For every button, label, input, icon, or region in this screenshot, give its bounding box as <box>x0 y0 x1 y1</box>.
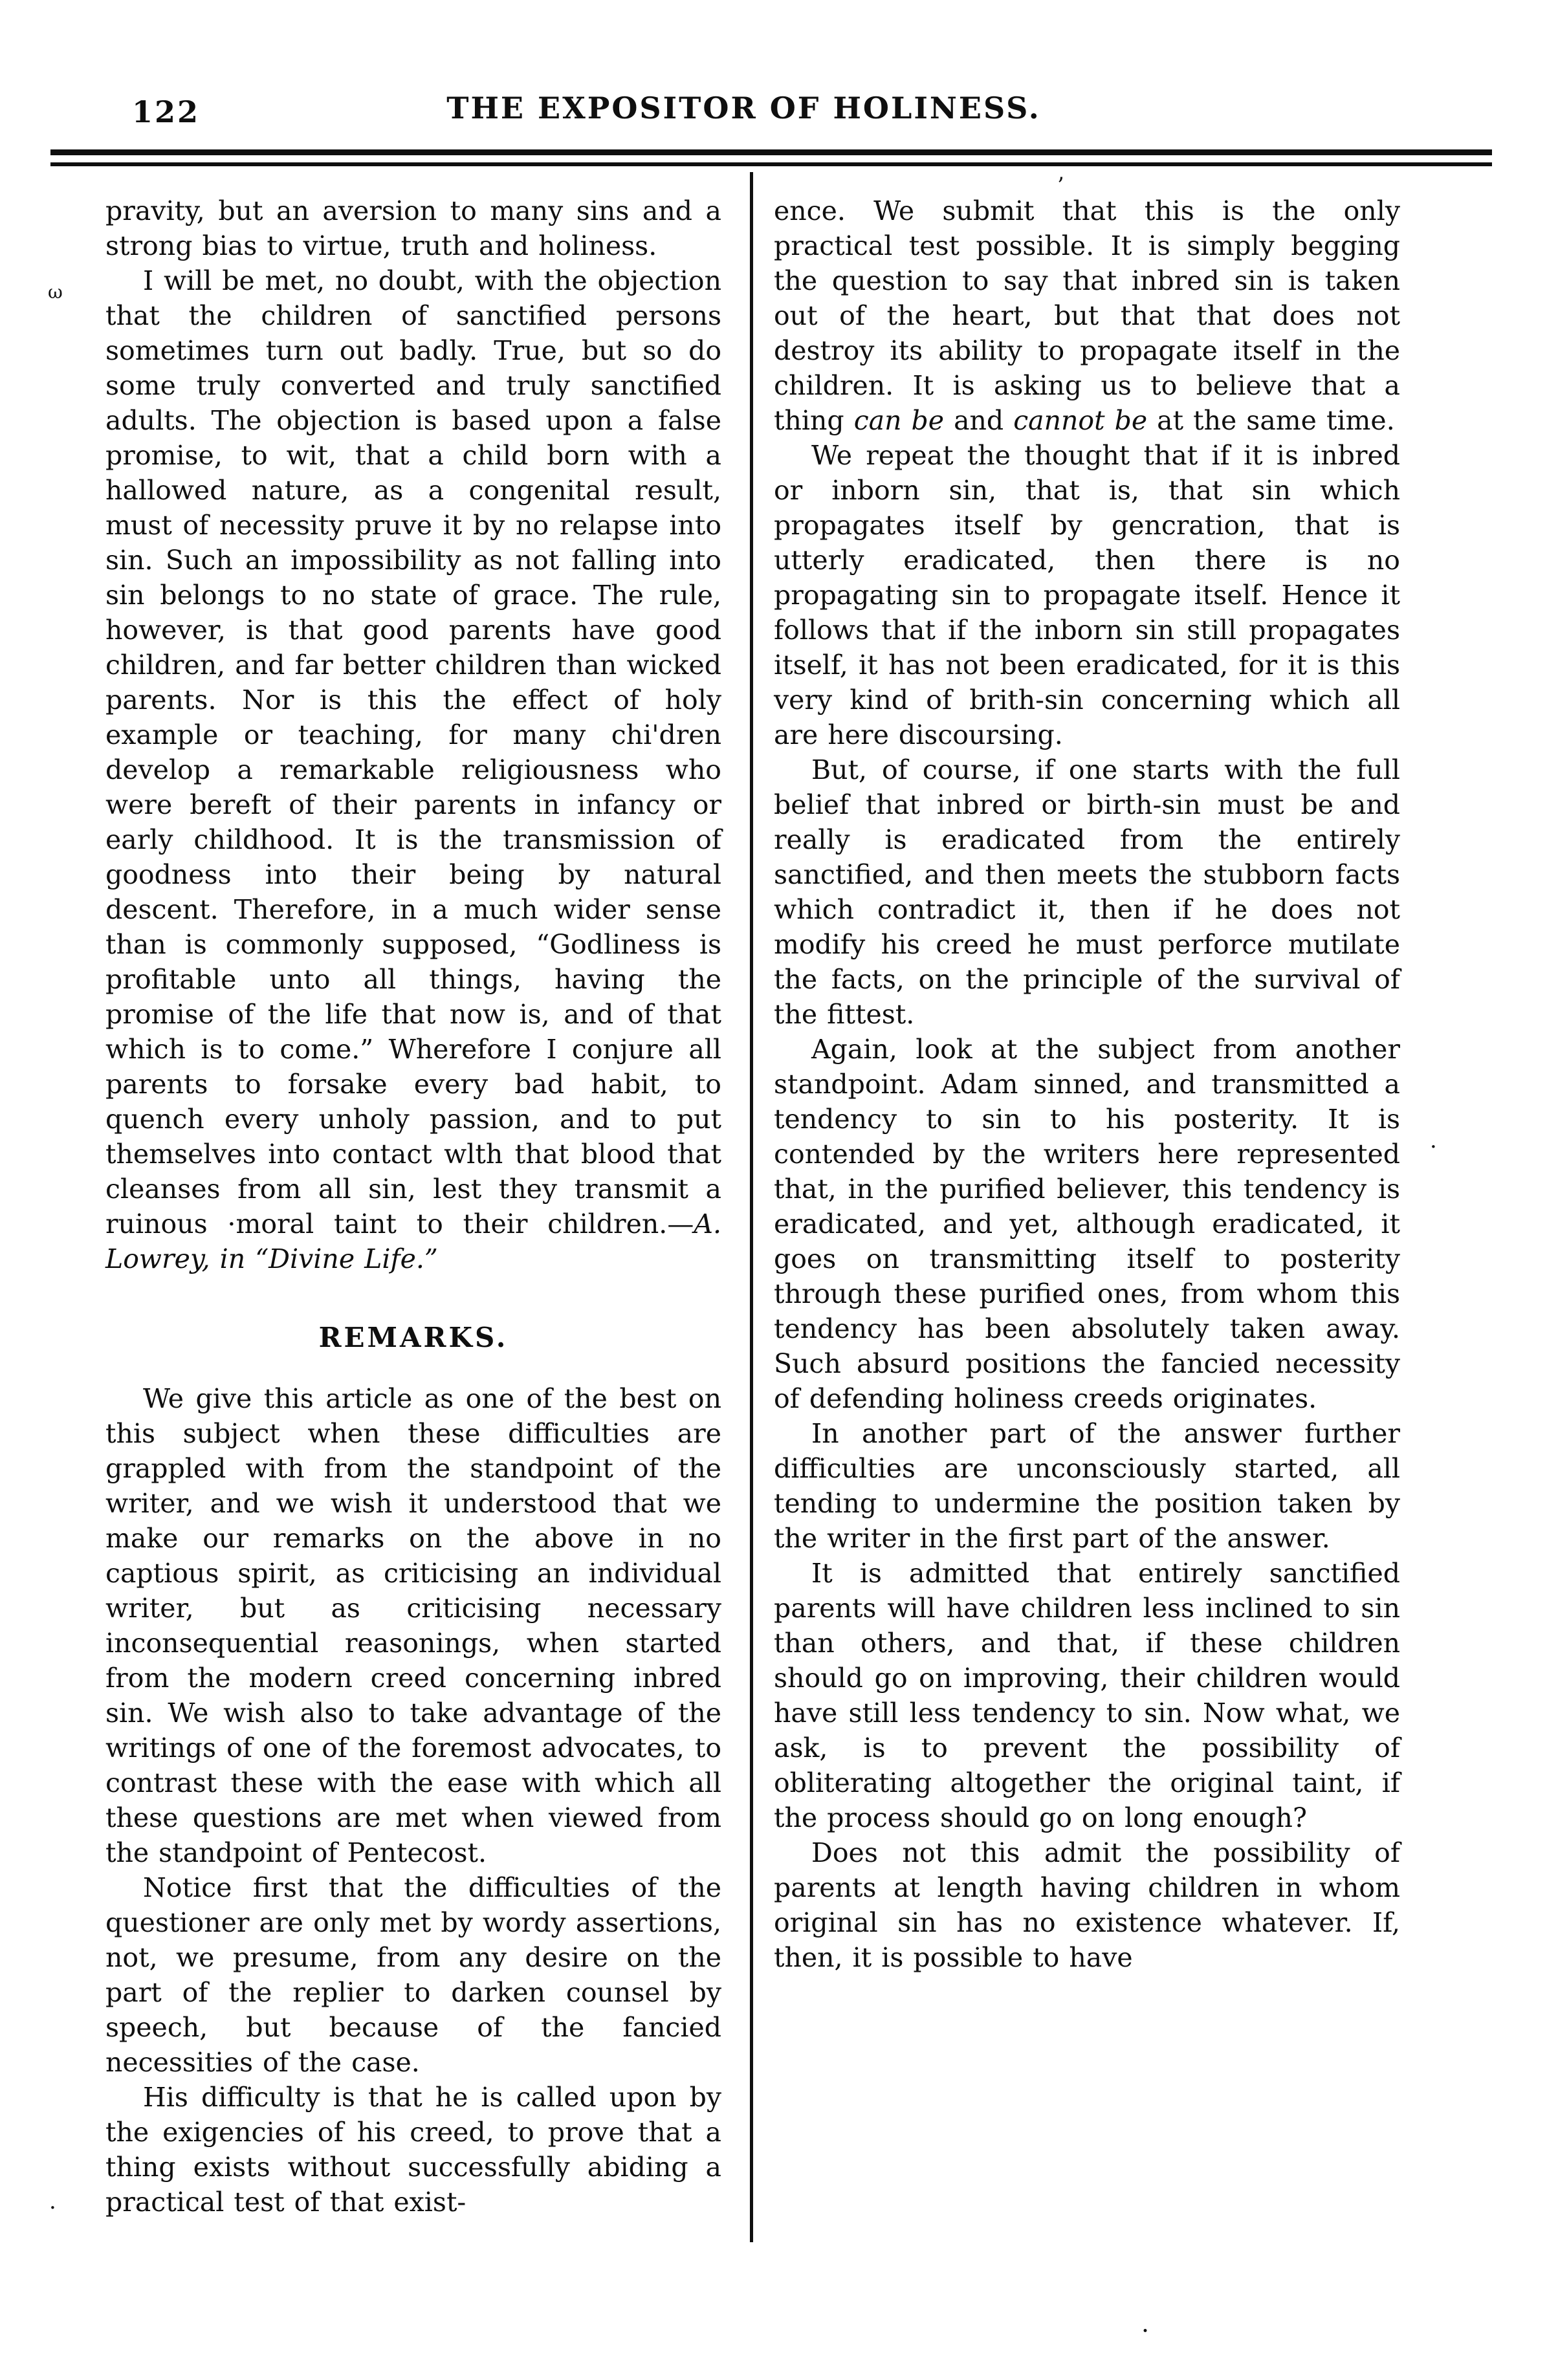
text-run: Does not this admit the possibility of parents at length having children in whom original sin has no existence whatever. If, then, it is possible to have <box>774 1837 1400 1973</box>
paragraph <box>774 752 1400 1032</box>
text-run: pravity, but an aversion to many sins and a strong bias to virtue, truth and holiness. <box>105 195 721 261</box>
paragraph <box>774 1416 1400 1556</box>
text-run: In another part of the answer further difficulties are unconsciously started, all tending to undermine the position taken by the writer in the first part of the answer. <box>774 1418 1400 1554</box>
text-run: Notice first that the difficulties of the questioner are only met by wordy assertions, not, we presume, from any desire on the part of the replier to darken counsel by speech, but because of the fancied necessities of the case. <box>105 1872 721 2078</box>
ink-dot: · <box>1141 2317 1150 2345</box>
left-column <box>105 193 721 2220</box>
paragraph <box>105 1870 721 2080</box>
italic-text: A. Lowrey, in “Divine Life.” <box>105 1208 721 1274</box>
italic-text: can be <box>853 405 945 436</box>
section-heading <box>105 1320 721 1355</box>
page-title: THE EXPOSITOR OF HOLINESS. <box>446 91 1041 126</box>
text-run: His difficulty is that he is called upon by the exigencies of his creed, to prove that a thing exists without successfully abiding a practical test of that exist- <box>105 2082 721 2218</box>
text-run: and <box>944 405 1014 436</box>
right-column <box>774 193 1400 1975</box>
paragraph <box>774 1032 1400 1416</box>
column-divider-rule <box>750 172 753 2242</box>
ink-dot: · <box>1430 1134 1437 1160</box>
text-run: We repeat the thought that if it is inbred or inborn sin, that is, that sin which propagates itself by gencration, that is utterly eradicated, then there is no propagating sin to propagate itself. Hence it follows that if the inborn sin still propagates itself, it has not been eradicated, for it is this very kind of brith-sin concerning which all are here discoursing. <box>774 440 1400 750</box>
text-run: But, of course, if one starts with the full belief that inbred or birth-sin must be and really is eradicated from the entirely sanctified, and then meets the stubborn facts which contradict it, then if he does not modify his creed he must perforce mutilate the facts, on the principle of the survival of the fittest. <box>774 754 1400 1030</box>
paragraph <box>105 263 721 1276</box>
header-rule-top <box>50 149 1492 155</box>
paragraph <box>774 1556 1400 1835</box>
header-rule-bottom <box>50 162 1492 166</box>
text-run: REMARKS. <box>318 1322 509 1353</box>
paragraph <box>774 438 1400 752</box>
italic-text: cannot be <box>1013 405 1148 436</box>
paragraph <box>774 1835 1400 1975</box>
paragraph <box>774 193 1400 438</box>
page-number: 122 <box>132 94 201 129</box>
paragraph <box>105 1381 721 1870</box>
text-run: at the same time. <box>1147 405 1395 436</box>
margin-squiggle: ω <box>48 281 63 303</box>
text-run: We give this article as one of the best on this subject when these difficulties are grappled with from the standpoint of the writer, and we wish it understood that we make our remarks on the above in no captious spirit, as criticising an individual writer, but as criticising necessary inconsequential reasonings, when started from the modern creed concerning inbred sin. We wish also to take advantage of the writings of one of the foremost advocates, to contrast these with the ease with which all these questions are met when viewed from the standpoint of Pentecost. <box>105 1383 721 1868</box>
text-run: ence. We submit that this is the only practical test possible. It is simply begging the question to say that inbred sin is taken out of the heart, but that that does not destroy its ability to propagate itself in the children. It is asking us to believe that a thing <box>774 195 1400 436</box>
text-run: It is admitted that entirely sanctified parents will have children less inclined to sin than others, and that, if these children should go on improving, their children would have still less tendency to sin. Now what, we ask, is to prevent the possibility of obliterating altogether the original taint, if the process should go on long enough? <box>774 1558 1400 1833</box>
text-run: I will be met, no doubt, with the objection that the children of sanctified persons sometimes turn out badly. True, but so do some truly converted and truly sanctified adults. The objection is based upon a false promise, to wit, that a child born with a hallowed nature, as a congenital result, must of necessity pruve it by no relapse into sin. Such an impossibility as not falling into sin belongs to no state of grace. The rule, however, is that good parents have good children, and far better children than wicked parents. Nor is this the effect of holy example or teaching, for many chi'dren develop a remarkable religiousness who were bereft of their parents in infancy or early childhood. It is the transmission of goodness into their being by natural descent. Therefore, in a much wider sense than is commonly supposed, “Godliness is profitable unto all things, having the promise of the life that now is, and of that which is to come.” Wherefore I conjure all parents to forsake every bad habit, to quench every unholy passion, and to put themselves into contact wlth that blood that cleanses from all sin, lest they transmit a ruinous ·moral taint to their children.— <box>105 265 721 1239</box>
paragraph <box>105 2080 721 2220</box>
paragraph <box>105 193 721 263</box>
text-run: Again, look at the subject from another standpoint. Adam sinned, and transmitted a tendency to sin to his posterity. It is contended by the writers here represented that, in the purified believer, this tendency is eradicated, and yet, although eradicated, it goes on transmitting itself to posterity through these purified ones, from whom this tendency has been absolutely taken away. Such absurd positions the fancied necessity of defending holiness creeds originates. <box>774 1034 1400 1414</box>
stray-apostrophe: ’ <box>1057 173 1064 199</box>
ink-dot: · <box>49 2195 56 2221</box>
